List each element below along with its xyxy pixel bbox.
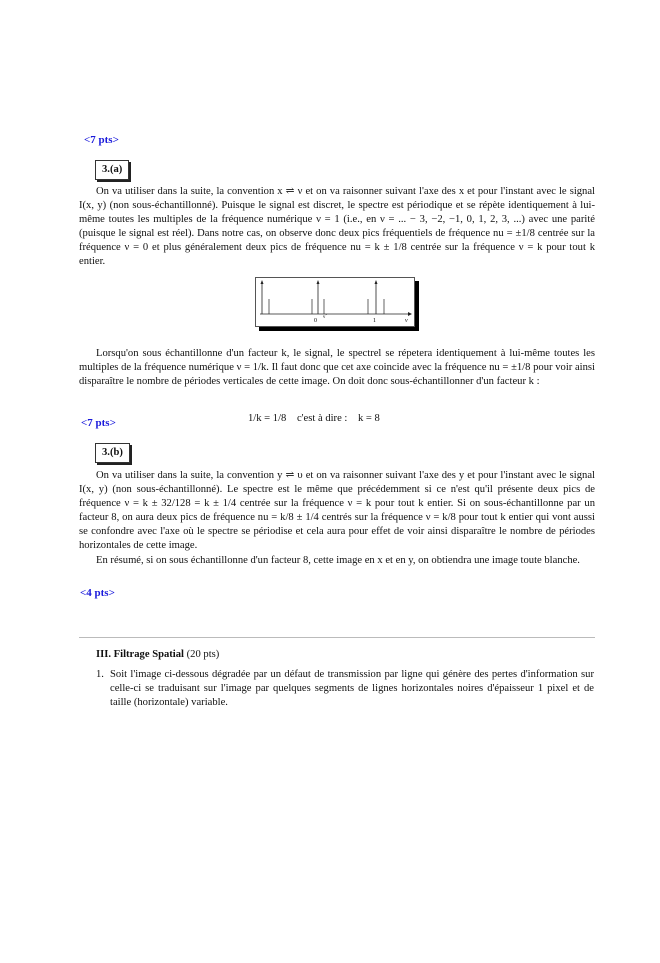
question-label-3b [95,443,130,463]
paragraph-3b [79,469,595,553]
peak-arrow-icon [261,280,264,284]
list-item [96,668,594,710]
paragraph-text: On va utiliser dans la suite, la convention y ⇌ υ et on va raisonner suivant l'axe des y et pour l'instant avec le signal I(x, y) (non sous-échantillonné). Le spectre est le même que précédemment si ce n'est qu'il présente deux pics de fréquence ν = k ± 32/128 = k ± 1/4 centrée sur la fréquence ν = k pour tout k entier. Si on sous-échantillonne par un facteur 8, on aura deux pics de fréquence nu = k/8 ± 1/4 centrés sur la fréquence ν = k/8 pour tout k entier qui vont aussi se confondre avec l'axe où le spectre se périodise et cela aura pour effet de voir ainsi disparaître le nombre de périodes horizontales de cette image. [79,470,595,551]
paragraph-3a [79,185,595,269]
list-text: Soit l'image ci-dessous dégradée par un défaut de transmission par ligne qui génère des pertes d'information sur celle-ci se traduisant sur l'image par quelques segments de lignes horizontales noires d'épaisseur 1 pixel et de taille (horizontale) variable. [110,669,594,708]
section-divider [79,637,595,638]
points-label-3b: <7 pts> [81,417,116,429]
axis-arrow-icon [408,312,412,316]
section-title [96,648,219,662]
peak-arrow-icon [375,280,378,284]
points-label-3a: <7 pts> [84,134,119,146]
equation: 1/k = 1/8 c'est à dire : k = 8 [248,413,380,424]
spectrum-plot [256,278,414,326]
peak-arrow-icon [317,280,320,284]
spectrum-figure [255,277,415,327]
points-label-3c: <4 pts> [80,587,115,599]
tick-label-0: 0 [314,318,317,324]
question-label-3a [95,160,129,180]
axis-label: ν [405,318,408,324]
tick-label-nu: ν̃ [323,315,326,320]
paragraph-text: On va utiliser dans la suite, la convention x ⇌ ν et on va raisonner suivant l'axe des x et pour l'instant avec le signal I(x, y) (non sous-échantillonné). Puisque le signal est discret, le spectre est périodique et se répète identiquement à lui-même toutes les multiples de la fréquence numérique ν = 1 (i.e., en ν = ... − 3, −2, −1, 0, 1, 2, 3, ...) avec une parité (puisque le signal est réel). Dans notre cas, on observe donc deux pics fréquentiels de fréquence nu = ±1/8 centrée sur la fréquence ν = 0 et plus généralement deux pics de fréquence nu = k ± 1/8 centrée sur la fréquence ν = k pour tout k entier. [79,186,595,267]
paragraph-3b-2 [79,554,595,568]
paragraph-text: En résumé, si on sous échantillonne d'un facteur 8, cette image en x et en y, on obtiendra une image toute blanche. [96,555,580,566]
paragraph-text: Lorsqu'on sous échantillonne d'un facteur k, le signal, le spectrel se répetera identiquement à lui-même toutes les multiples de la fréquence numérique ν = 1/k. Il faut donc que cet axe coincide avec la fréquence nu = ±1/8 pour voir ainsi disparaître le nombre de périodes verticales de cette image. On doit donc sous-échantillonner d'un facteur k : [79,348,595,387]
paragraph-3a-2 [79,347,595,389]
section-points: (20 pts) [186,649,220,660]
section-heading: III. Filtrage Spatial [96,649,184,660]
list-number: 1. [96,669,104,680]
boxed-label: 3.(a) [95,160,129,180]
boxed-label: 3.(b) [95,443,130,463]
tick-label-1: 1 [373,318,376,324]
